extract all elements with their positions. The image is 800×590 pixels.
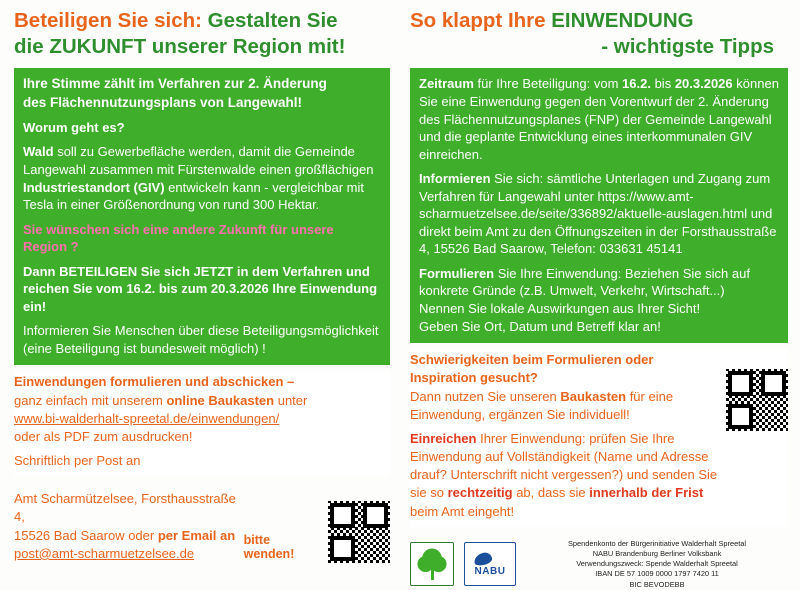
right-logo-row	[410, 539, 788, 590]
left-green-jetzt: JETZT	[193, 263, 234, 279]
right-green-para3	[419, 265, 779, 335]
right-headline-line2: - wichtigste Tipps	[601, 35, 774, 59]
left-green-date-start: 16.2.	[126, 281, 156, 297]
left-headline-emphasis: Beteiligen Sie sich:	[14, 9, 202, 32]
right-green-bis: bis	[650, 76, 675, 92]
bank-line-1: Spendenkonto der Bürgerinitiative Walderhalt Spreetal	[567, 538, 747, 548]
right-white-h2-text3: beim Amt eingeht!	[410, 503, 515, 519]
left-qr-area	[244, 501, 390, 563]
right-green-t1: für Ihre Beteiligung: vom	[473, 76, 623, 92]
right-white-einreichen: Einreichen	[410, 430, 477, 446]
right-white-block2	[410, 430, 718, 521]
left-headline	[14, 8, 390, 60]
left-white-post-heading: Schriftlich per Post an	[14, 453, 141, 469]
left-green-para3: Informieren Sie Menschen über diese Beteiligungsmöglichkeit (eine Beteiligung ist bundesweit möglich) !	[23, 323, 379, 356]
right-green-form-text: Sie Ihre Einwendung: Beziehen Sie sich auf konkrete Gründe (z.B. Umwelt, Verkehr, Wirtschaft...)	[419, 265, 750, 299]
nabu-logo	[464, 542, 516, 586]
left-green-para1	[23, 143, 381, 213]
right-white-h2-text: Ihrer Einwendung: prüfen Sie Ihre Einwendung auf Vollständigkeit (Name und Adresse drauf? Unterschrift nicht vergessen?) und senden Sie sie so	[410, 430, 718, 501]
qr-code-right[interactable]	[726, 369, 788, 431]
right-green-formulieren: Formulieren	[419, 265, 495, 281]
left-green-question	[23, 119, 381, 137]
tree-icon	[414, 546, 450, 582]
right-green-form-l3: Geben Sie Ort, Datum und Betreff klar an!	[419, 318, 661, 334]
right-green-box	[410, 68, 788, 343]
turn-over-note: bitte wenden!	[243, 533, 295, 561]
left-white-pdf-line: oder als PDF zum ausdrucken!	[14, 429, 193, 445]
left-green-lead	[23, 75, 381, 111]
left-green-sie-sich: Sie sich	[137, 263, 194, 279]
left-green-bold-giv: Industriestandort (GIV)	[23, 179, 165, 195]
left-address-block	[14, 490, 244, 563]
amt-email-link[interactable]: post@amt-scharmuetzelsee.de	[14, 545, 195, 561]
left-white-h1-l2c: unter	[274, 392, 308, 408]
left-headline-line2: die ZUKUNFT unserer Region mit!	[14, 35, 346, 59]
left-green-bis: bis zum	[155, 281, 211, 297]
right-white-h2-text2: ab, dass sie	[512, 485, 590, 501]
bi-walderhalt-logo	[410, 542, 454, 586]
left-bottom-row	[14, 490, 390, 563]
left-green-box	[14, 68, 390, 365]
left-white-section	[14, 371, 390, 476]
right-green-para1	[419, 75, 779, 163]
left-headline-line1-rest: Gestalten Sie	[201, 9, 338, 32]
right-green-informieren: Informieren	[419, 171, 491, 187]
address-line-2: 15526 Bad Saarow oder	[14, 527, 158, 543]
left-green-date-end: 20.3.2026	[210, 281, 269, 297]
right-headline	[410, 8, 788, 60]
right-white-rechtzeitig: rechtzeitig	[447, 485, 513, 501]
right-white-p1c: für eine	[626, 388, 674, 404]
left-green-lead-l1: Ihre Stimme zählt im Verfahren zur 2. Änderung	[23, 76, 327, 92]
left-green-verfahren: in dem Verfahren und reichen Sie vom	[23, 263, 370, 297]
left-white-h1-l1: Einwendungen formulieren und abschicken –	[14, 374, 295, 390]
left-green-bold-wald: Wald	[23, 144, 54, 160]
bank-line-3: Verwendungszweck: Spende Walderhalt Spreetal	[576, 559, 738, 569]
left-green-einwendung: Ihre Einwendung ein!	[23, 281, 378, 314]
right-white-block1	[410, 351, 718, 424]
left-panel	[0, 0, 400, 567]
bird-icon	[468, 552, 512, 566]
left-green-lead-l2: des Flächennutzungsplans von Langewahl!	[23, 94, 303, 110]
nabu-wordmark: NABU	[474, 565, 506, 577]
left-green-pink-line	[23, 221, 381, 256]
right-white-p1a: Dann nutzen Sie unseren	[410, 388, 561, 404]
bank-iban: IBAN DE 57 1009 0000 1797 7420 11	[595, 569, 719, 579]
right-green-info-text: Sie sich: sämtliche Unterlagen und Zugang zum Verfahren für Langewahl unter https://www.amt-scharmuetzelsee.de/seite/336892/aktuelle-auslagen.html und direkt beim Amt zu den Öffnungszeiten in der Forsthausstraße 4, 15526 Bad Saarow, Telefon: 033631 45141	[419, 171, 777, 257]
right-green-t3: können Sie eine Einwendung gegen den Vorentwurf der 2. Änderung des Flächennutzungsplanes (FNP) der Gemeinde Langewahl und die geplante Entwicklung eines interkommunalen GIV einreichen.	[419, 76, 779, 162]
donation-account-info	[526, 539, 788, 590]
address-line-1: Amt Scharmützelsee, Forsthausstraße 4,	[14, 491, 236, 525]
right-headline-b: EINWENDUNG	[551, 9, 694, 32]
bank-line-2: NABU Brandenburg Berliner Volksbank	[592, 549, 722, 559]
right-white-frist: innerhalb der Frist	[589, 485, 704, 501]
right-white-baukasten: Baukasten	[560, 388, 627, 404]
left-green-text-1: soll zu Gewerbefläche werden, damit die Gemeinde Langewahl zusammen mit Fürstenwalde einen großflächigen	[23, 144, 374, 177]
left-white-h1-l2a: ganz einfach mit unserem	[14, 392, 167, 408]
email-label: per Email an	[157, 527, 236, 543]
bank-bic: BIC BEVODEBB	[629, 579, 685, 589]
left-green-dann: Dann	[23, 263, 60, 279]
left-green-para2	[23, 263, 381, 316]
left-white-heading1	[14, 373, 390, 446]
right-green-zeitraum: Zeitraum	[419, 76, 474, 92]
right-green-para2	[419, 170, 779, 258]
right-panel	[400, 0, 800, 589]
left-green-question-text: Worum geht es?	[23, 119, 125, 135]
right-green-date-end: 20.3.2026	[674, 76, 733, 92]
left-green-beteiligen: BETEILIGEN	[59, 263, 138, 279]
einwendungen-link[interactable]: www.bi-walderhalt-spreetal.de/einwendungen/	[14, 410, 280, 426]
left-white-heading2	[14, 452, 390, 470]
left-green-text-2: entwickeln kann - vergleichbar mit Tesla in einer Größenordnung von rund 300 Hektar.	[23, 179, 364, 213]
left-green-pink-text: Sie wünschen sich eine andere Zukunft für unsere Region ?	[23, 221, 334, 255]
right-green-date-start: 16.2.	[622, 76, 651, 92]
right-white-p1-l2: Einwendung, ergänzen Sie individuell!	[410, 406, 630, 422]
right-white-section	[410, 349, 788, 527]
right-headline-a: So klappt Ihre	[410, 9, 552, 32]
left-white-baukasten: online Baukasten	[166, 392, 275, 408]
qr-code-left[interactable]	[328, 501, 390, 563]
right-white-h1: Schwierigkeiten beim Formulieren oder Inspiration gesucht?	[410, 352, 654, 386]
right-green-form-l2: Nennen Sie lokale Auswirkungen aus Ihrer Sicht!	[419, 301, 701, 317]
